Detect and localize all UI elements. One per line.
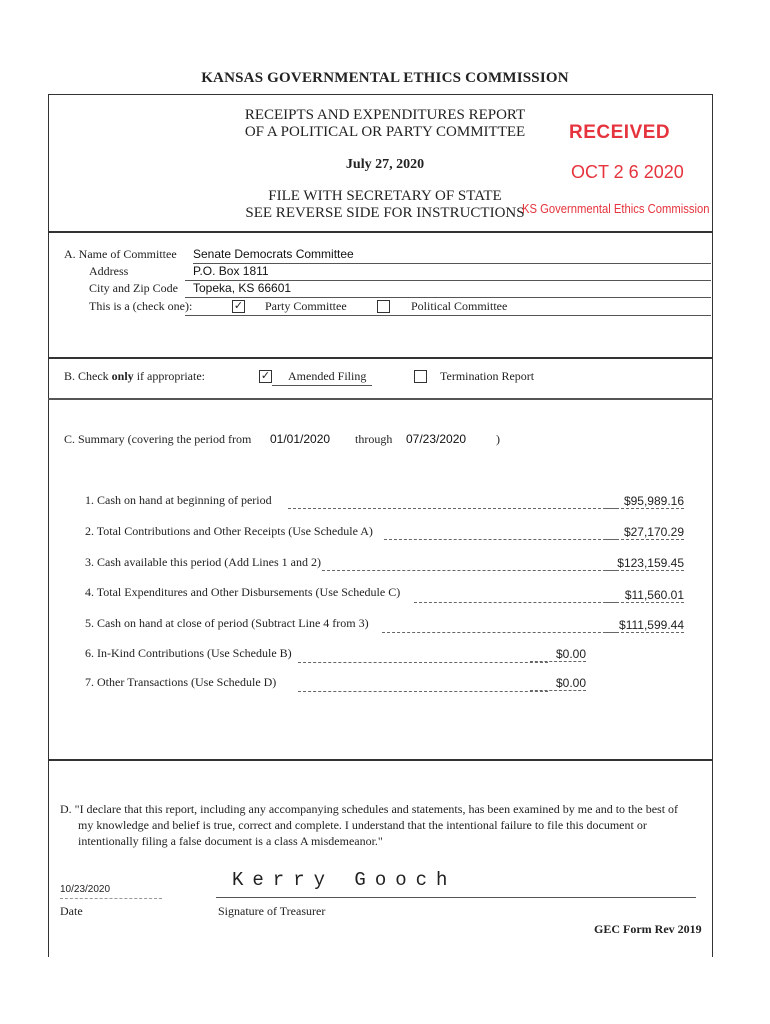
- file-with-line-2: SEE REVERSE SIDE FOR INSTRUCTIONS: [245, 205, 525, 221]
- summary-line-3-leader: [322, 570, 616, 571]
- section-b-only: only: [111, 369, 134, 383]
- termination-report-checkbox[interactable]: [414, 370, 427, 383]
- committee-name-label: A. Name of Committee: [64, 247, 177, 261]
- header-divider: [48, 231, 713, 233]
- summary-line-3-label: 3. Cash available this period (Add Lines 1 and 2): [85, 555, 321, 569]
- summary-line-1-label: 1. Cash on hand at beginning of period: [85, 493, 272, 507]
- received-stamp-date: OCT 2 6 2020: [571, 162, 684, 182]
- amended-filing-label: Amended Filing: [288, 369, 367, 383]
- committee-type-label: This is a (check one):: [89, 299, 193, 313]
- section-a-divider: [48, 357, 713, 359]
- city-zip-value: Topeka, KS 66601: [193, 281, 292, 295]
- signature-label: Signature of Treasurer: [218, 904, 326, 918]
- section-b-suffix: if appropriate:: [136, 369, 205, 383]
- report-date: July 27, 2020: [345, 157, 425, 172]
- report-title-line-1: RECEIPTS AND EXPENDITURES REPORT: [244, 107, 526, 123]
- commission-title: KANSAS GOVERNMENTAL ETHICS COMMISSION: [201, 70, 569, 86]
- city-zip-label: City and Zip Code: [89, 281, 178, 295]
- declaration-line-3: intentionally filing a false document is a class A misdemeanor.": [78, 834, 383, 848]
- summary-line-4-amount: $11,560.01: [606, 588, 684, 603]
- received-stamp: RECEIVED: [569, 122, 671, 143]
- date-underline: [60, 898, 162, 899]
- address-value: P.O. Box 1811: [193, 264, 269, 278]
- summary-line-2-amount: $27,170.29: [606, 525, 684, 540]
- section-b-prefix: B. Check: [64, 369, 109, 383]
- political-committee-label: Political Committee: [411, 299, 508, 313]
- address-label: Address: [89, 264, 129, 278]
- received-stamp-agency: KS Governmental Ethics Commission: [522, 202, 710, 216]
- committee-type-underline: [185, 315, 711, 316]
- committee-name-underline: [193, 263, 711, 264]
- through-label: through: [355, 432, 393, 446]
- termination-report-label: Termination Report: [440, 369, 535, 383]
- summary-line-4-label: 4. Total Expenditures and Other Disbursements (Use Schedule C): [85, 585, 401, 599]
- treasurer-signature: Kerry Gooch: [232, 869, 457, 891]
- committee-name-value: Senate Democrats Committee: [193, 247, 354, 261]
- summary-label: C. Summary (covering the period from: [64, 432, 252, 446]
- city-zip-underline: [185, 297, 711, 298]
- period-to-value: 07/23/2020: [406, 432, 467, 446]
- party-committee-checkbox[interactable]: ✓: [233, 300, 244, 312]
- summary-line-5-amount: $111,599.44: [606, 618, 684, 633]
- declaration-date-value: 10/23/2020: [60, 884, 111, 895]
- signature-underline: [216, 897, 696, 898]
- summary-line-5-label: 5. Cash on hand at close of period (Subtract Line 4 from 3): [85, 616, 369, 630]
- political-committee-checkbox[interactable]: [377, 300, 390, 313]
- summary-line-4-leader: [414, 602, 616, 603]
- summary-line-2-leader: [384, 539, 616, 540]
- summary-line-7-label: 7. Other Transactions (Use Schedule D): [85, 675, 277, 689]
- section-b-divider: [48, 398, 713, 400]
- summary-line-6-amount: $0.00: [530, 647, 586, 662]
- amended-filing-underline: [272, 385, 372, 386]
- summary-line-7-amount: $0.00: [530, 676, 586, 691]
- form-revision: GEC Form Rev 2019: [594, 922, 702, 936]
- date-label: Date: [60, 904, 83, 918]
- summary-line-5-leader: [382, 632, 616, 633]
- summary-line-1-leader: [288, 508, 616, 509]
- summary-line-6-leader: [298, 662, 548, 663]
- file-with-line-1: FILE WITH SECRETARY OF STATE: [268, 188, 502, 204]
- section-c-divider: [48, 759, 713, 761]
- period-from-value: 01/01/2020: [270, 432, 331, 446]
- declaration-line-2: my knowledge and belief is true, correct and complete. I understand that the intentional failure to file this document or: [78, 818, 647, 832]
- report-title-line-2: OF A POLITICAL OR PARTY COMMITTEE: [244, 124, 526, 140]
- section-b-label: [64, 369, 205, 384]
- party-committee-label: Party Committee: [265, 299, 347, 313]
- summary-line-1-amount: $95,989.16: [606, 494, 684, 509]
- declaration-line-1: D. "I declare that this report, including any accompanying schedules and statements, has been examined by me and to the best of: [60, 802, 679, 816]
- summary-line-3-amount: $123,159.45: [606, 556, 684, 571]
- amended-filing-checkbox[interactable]: ✓: [260, 370, 271, 382]
- summary-line-2-label: 2. Total Contributions and Other Receipts (Use Schedule A): [85, 524, 373, 538]
- summary-close-paren: ): [496, 432, 500, 446]
- summary-line-6-label: 6. In-Kind Contributions (Use Schedule B): [85, 646, 292, 660]
- summary-line-7-leader: [298, 691, 548, 692]
